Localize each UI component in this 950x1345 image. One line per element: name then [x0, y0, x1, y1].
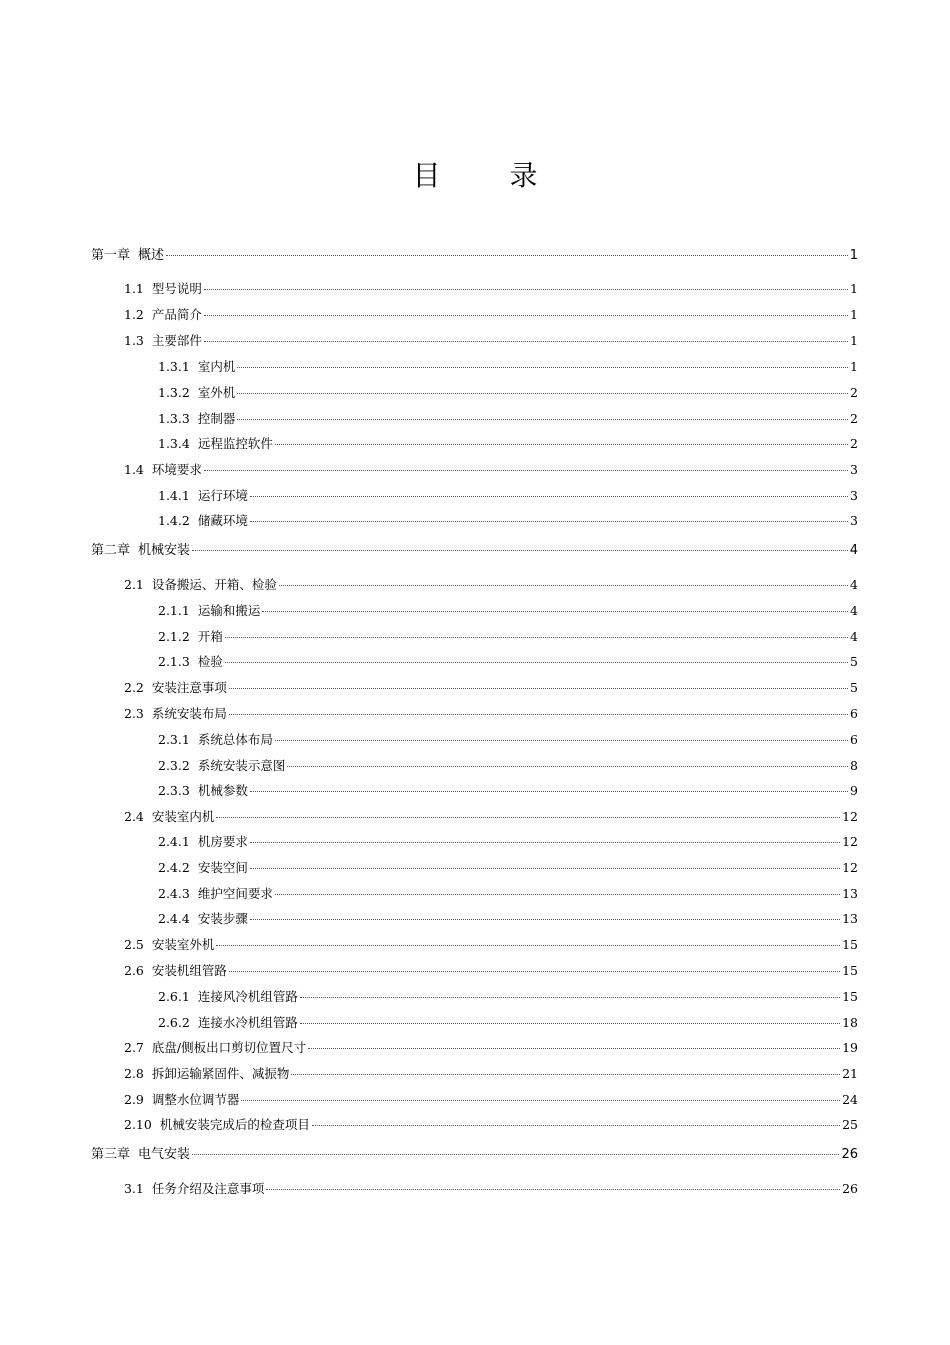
toc-entry-number: 2.6.2 [158, 1015, 190, 1030]
toc-entry[interactable] [124, 678, 858, 696]
toc-page-number: 18 [842, 1015, 858, 1030]
toc-entry-label [158, 756, 285, 774]
toc-entry[interactable] [158, 627, 858, 645]
toc-entry-number: 2.4.4 [158, 911, 190, 926]
toc-page-number: 3 [850, 488, 858, 503]
toc-dot-leader [225, 637, 848, 638]
toc-entry-title: 设备搬运、开箱、检验 [151, 577, 277, 592]
toc-page-number: 5 [850, 654, 858, 669]
toc-entry-label [124, 807, 214, 825]
toc-page-number: 1 [850, 333, 858, 348]
toc-dot-leader [250, 496, 848, 497]
toc-page-number: 6 [850, 732, 858, 747]
toc-entry-number: 2.4.3 [158, 886, 190, 901]
toc-dot-leader [279, 585, 848, 586]
toc-page-number: 12 [842, 860, 858, 875]
toc-page-number: 6 [850, 706, 858, 721]
toc-page-number: 19 [842, 1040, 858, 1055]
toc-page-number: 15 [842, 963, 858, 978]
toc-page-number: 26 [841, 1147, 858, 1162]
toc-entry-number: 1.3.1 [158, 359, 190, 374]
toc-page-number: 24 [842, 1092, 858, 1107]
toc-entry-title: 型号说明 [151, 281, 202, 296]
toc-entry-label [158, 383, 235, 401]
toc-entry[interactable] [124, 460, 858, 478]
toc-dot-leader [312, 1125, 840, 1126]
toc-entry-number: 第二章 [91, 543, 131, 558]
toc-entry-title: 底盘/侧板出口剪切位置尺寸 [151, 1040, 307, 1055]
toc-page-number: 13 [842, 886, 858, 901]
toc-entry-title: 检验 [197, 654, 223, 669]
toc-entry[interactable] [158, 511, 858, 529]
toc-entry-title: 环境要求 [151, 462, 202, 477]
toc-entry-number: 2.5 [124, 937, 144, 952]
toc-entry[interactable] [158, 383, 858, 401]
toc-entry[interactable] [158, 652, 858, 670]
toc-entry-number: 2.1.3 [158, 654, 190, 669]
toc-entry-label [124, 1179, 264, 1197]
toc-page-number: 2 [850, 385, 858, 400]
toc-entry[interactable] [158, 601, 858, 619]
toc-entry-title: 安装空间 [197, 860, 248, 875]
toc-page-number: 4 [850, 577, 858, 592]
toc-page-number: 9 [850, 783, 858, 798]
toc-entry-number: 2.7 [124, 1040, 144, 1055]
toc-page-number: 2 [850, 411, 858, 426]
toc-dot-leader [225, 662, 848, 663]
toc-page-number: 8 [850, 758, 858, 773]
toc-entry-title: 运行环境 [197, 488, 248, 503]
toc-page-number: 4 [849, 543, 858, 558]
toc-entry-label [158, 434, 273, 452]
toc-entry[interactable] [158, 781, 858, 799]
toc-dot-leader [266, 1189, 840, 1190]
toc-page-number: 1 [850, 281, 858, 296]
toc-entry-label [158, 858, 248, 876]
toc-entry[interactable] [158, 987, 858, 1005]
toc-entry-number: 2.6 [124, 963, 144, 978]
toc-entry-label [124, 678, 227, 696]
toc-dot-leader [250, 791, 848, 792]
toc-entry[interactable] [124, 935, 858, 953]
toc-entry-title: 机械安装 [138, 543, 191, 558]
toc-entry-label [158, 627, 223, 645]
toc-page-number: 12 [842, 834, 858, 849]
toc-entry-number: 2.3.1 [158, 732, 190, 747]
toc-entry-title: 主要部件 [151, 333, 202, 348]
toc-entry-label [124, 279, 202, 297]
toc-entry-number: 2.6.1 [158, 989, 190, 1004]
toc-entry-label [158, 409, 235, 427]
toc-entry[interactable] [158, 909, 858, 927]
toc-entry-label [124, 935, 214, 953]
toc-entry-number: 1.3.3 [158, 411, 190, 426]
toc-dot-leader [308, 1048, 840, 1049]
toc-entry[interactable] [158, 756, 858, 774]
toc-dot-leader [204, 289, 848, 290]
toc-dot-leader [250, 842, 840, 843]
toc-entry-label [158, 884, 273, 902]
toc-entry-number: 1.3.2 [158, 385, 190, 400]
toc-entry-title: 产品简介 [151, 307, 202, 322]
toc-page-number: 5 [850, 680, 858, 695]
toc-entry[interactable] [158, 357, 858, 375]
toc-entry-label [158, 511, 248, 529]
toc-entry[interactable] [158, 884, 858, 902]
toc-entry-title: 安装机组管路 [151, 963, 227, 978]
toc-entry-title: 室内机 [197, 359, 236, 374]
toc-dot-leader [250, 868, 840, 869]
toc-entry-title: 系统安装示意图 [197, 758, 286, 773]
toc-dot-leader [250, 521, 848, 522]
toc-entry-label [124, 1064, 289, 1082]
toc-entry[interactable] [158, 1013, 858, 1031]
toc-entry-title: 连接风冷机组管路 [197, 989, 298, 1004]
toc-page-number: 15 [842, 989, 858, 1004]
toc-entry[interactable] [124, 1064, 858, 1082]
toc-dot-leader [287, 766, 848, 767]
toc-dot-leader [241, 1100, 840, 1101]
toc-dot-leader [237, 367, 848, 368]
toc-entry-title: 系统总体布局 [197, 732, 273, 747]
toc-page-number: 1 [850, 307, 858, 322]
toc-dot-leader [275, 444, 848, 445]
toc-entry-label [91, 539, 190, 558]
toc-entry-number: 2.10 [124, 1117, 152, 1132]
toc-entry-label [158, 781, 248, 799]
toc-entry-title: 系统安装布局 [151, 706, 227, 721]
toc-entry-number: 2.4.1 [158, 834, 190, 849]
toc-entry-title: 机房要求 [197, 834, 248, 849]
toc-entry-number: 第一章 [91, 248, 131, 263]
toc-entry[interactable] [124, 305, 858, 323]
toc-entry[interactable] [124, 1179, 858, 1197]
toc-entry[interactable] [124, 961, 858, 979]
toc-page-number: 12 [842, 809, 858, 824]
toc-entry-title: 电气安装 [138, 1147, 191, 1162]
toc-dot-leader [275, 894, 840, 895]
toc-dot-leader [229, 714, 848, 715]
toc-entry-title: 概述 [138, 248, 165, 263]
toc-entry[interactable] [91, 539, 858, 558]
toc-entry-title: 运输和搬运 [197, 603, 261, 618]
toc-entry-number: 3.1 [124, 1181, 144, 1196]
toc-entry-label [124, 305, 202, 323]
toc-entry-number: 2.4 [124, 809, 144, 824]
toc-entry-label [124, 1038, 306, 1056]
toc-entry[interactable] [124, 1090, 858, 1108]
toc-dot-leader [237, 419, 848, 420]
toc-entry-label [158, 987, 298, 1005]
toc-entry-label [124, 1115, 310, 1133]
page-title: 目 录 [412, 159, 568, 192]
toc-entry-number: 2.9 [124, 1092, 144, 1107]
toc-entry-number: 2.1 [124, 577, 144, 592]
toc-entry-label [158, 832, 248, 850]
toc-dot-leader [262, 611, 848, 612]
toc-entry-title: 维护空间要求 [197, 886, 273, 901]
toc-page-number: 3 [850, 513, 858, 528]
toc-page-number: 26 [842, 1181, 858, 1196]
toc-entry-number: 2.2 [124, 680, 144, 695]
toc-entry-number: 1.4.1 [158, 488, 190, 503]
toc-dot-leader [291, 1074, 840, 1075]
toc-entry[interactable] [158, 434, 858, 452]
toc-entry[interactable] [124, 1038, 858, 1056]
toc-entry-label [158, 909, 248, 927]
toc-dot-leader [204, 341, 848, 342]
toc-entry-title: 机械参数 [197, 783, 248, 798]
toc-entry-title: 安装室外机 [151, 937, 215, 952]
toc-page-number: 2 [850, 436, 858, 451]
toc-dot-leader [192, 550, 848, 551]
toc-dot-leader [166, 255, 848, 256]
toc-dot-leader [204, 315, 848, 316]
toc-entry-number: 2.3 [124, 706, 144, 721]
toc-entry-label [124, 331, 202, 349]
toc-dot-leader [204, 470, 848, 471]
toc-entry-label [158, 486, 248, 504]
toc-page-number: 15 [842, 937, 858, 952]
toc-entry-title: 控制器 [197, 411, 236, 426]
toc-entry-title: 室外机 [197, 385, 236, 400]
toc-entry-number: 1.2 [124, 307, 144, 322]
toc-entry[interactable] [158, 858, 858, 876]
toc-entry-number: 1.1 [124, 281, 144, 296]
toc-entry[interactable] [158, 730, 858, 748]
toc-entry-label [124, 460, 202, 478]
toc-entry[interactable] [158, 409, 858, 427]
toc-entry-label [158, 652, 223, 670]
toc-entry-number: 2.4.2 [158, 860, 190, 875]
toc-page-number: 3 [850, 462, 858, 477]
toc-entry-label [158, 730, 273, 748]
toc-entry-number: 2.3.2 [158, 758, 190, 773]
toc-entry[interactable] [124, 279, 858, 297]
toc-entry-label [124, 1090, 239, 1108]
toc-dot-leader [229, 971, 840, 972]
toc-page-number: 1 [850, 359, 858, 374]
toc-entry[interactable] [91, 244, 858, 263]
toc-dot-leader [300, 1023, 840, 1024]
toc-entry-label [124, 961, 227, 979]
toc-page-number: 4 [850, 603, 858, 618]
toc-dot-leader [300, 997, 840, 998]
toc-dot-leader [275, 740, 848, 741]
toc-entry-label [91, 244, 164, 263]
toc-entry-title: 机械安装完成后的检查项目 [159, 1117, 310, 1132]
toc-dot-leader [237, 393, 848, 394]
toc-entry-number: 1.3.4 [158, 436, 190, 451]
toc-entry[interactable] [124, 1115, 858, 1133]
toc-entry[interactable] [124, 807, 858, 825]
toc-entry-title: 任务介绍及注意事项 [151, 1181, 265, 1196]
toc-entry[interactable] [124, 331, 858, 349]
toc-entry[interactable] [124, 575, 858, 593]
toc-page-number: 25 [842, 1117, 858, 1132]
toc-entry-title: 安装注意事项 [151, 680, 227, 695]
toc-entry-title: 安装室内机 [151, 809, 215, 824]
toc-page-number: 4 [850, 629, 858, 644]
toc-entry-number: 1.4.2 [158, 513, 190, 528]
toc-dot-leader [250, 919, 840, 920]
toc-entry-title: 储藏环境 [197, 513, 248, 528]
toc-entry-title: 远程监控软件 [197, 436, 273, 451]
toc-entry-title: 安装步骤 [197, 911, 248, 926]
toc-dot-leader [229, 688, 848, 689]
toc-page-number: 1 [849, 248, 858, 263]
toc-entry-label [124, 575, 277, 593]
toc-entry[interactable] [91, 1143, 858, 1162]
toc-entry-number: 第三章 [91, 1147, 131, 1162]
toc-entry-title: 开箱 [197, 629, 223, 644]
toc-entry-number: 2.1.1 [158, 603, 190, 618]
toc-entry-title: 连接水冷机组管路 [197, 1015, 298, 1030]
toc-entry-title: 调整水位调节器 [151, 1092, 240, 1107]
toc-entry[interactable] [158, 486, 858, 504]
toc-entry-label [158, 1013, 298, 1031]
toc-dot-leader [192, 1154, 839, 1155]
toc-entry-label [91, 1143, 190, 1162]
toc-entry-number: 2.8 [124, 1066, 144, 1081]
toc-entry[interactable] [158, 832, 858, 850]
toc-entry[interactable] [124, 704, 858, 722]
toc-entry-label [158, 601, 260, 619]
toc-dot-leader [216, 945, 840, 946]
toc-dot-leader [216, 817, 840, 818]
toc-entry-label [124, 704, 227, 722]
toc-entry-number: 2.3.3 [158, 783, 190, 798]
toc-page-number: 21 [842, 1066, 858, 1081]
toc-entry-title: 拆卸运输紧固件、减振物 [151, 1066, 290, 1081]
toc-entry-number: 1.3 [124, 333, 144, 348]
toc-page-number: 13 [842, 911, 858, 926]
toc-entry-number: 2.1.2 [158, 629, 190, 644]
toc-entry-number: 1.4 [124, 462, 144, 477]
toc-entry-label [158, 357, 235, 375]
